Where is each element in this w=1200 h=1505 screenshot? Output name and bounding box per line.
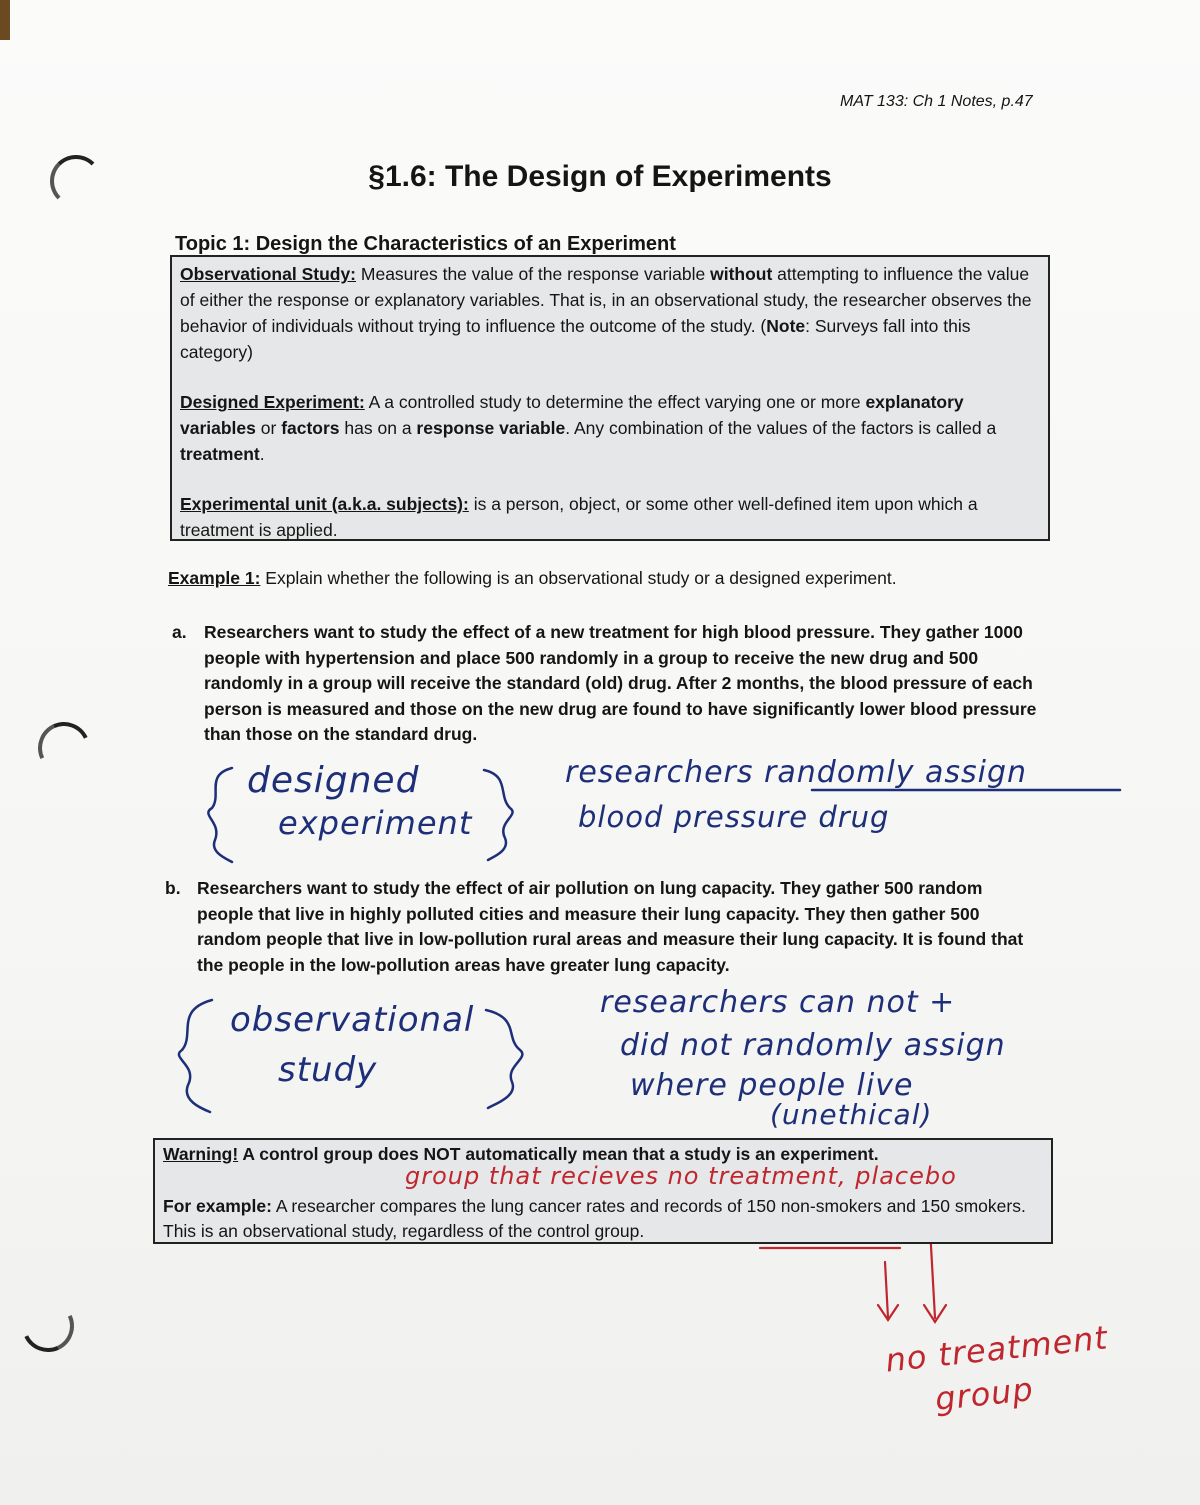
brace-right-a xyxy=(484,770,513,860)
answer-b-line2: study xyxy=(278,1050,378,1090)
warning-line: Warning! A control group does NOT automatically mean that a study is an experiment. xyxy=(163,1144,879,1164)
control-group-note: group that recieves no treatment, placebo xyxy=(405,1162,957,1190)
reason-b-line1: researchers can not + xyxy=(600,985,956,1020)
observational-definition: Observational Study: Measures the value of the response variable without attempting to influence the value of either the response or explanatory variables. That is, in an observational study, the researcher observes the behavior of individuals without trying to influence the outcome of the study. (Note: Surveys fall into this category) xyxy=(180,264,1032,362)
page-title: §1.6: The Design of Experiments xyxy=(368,160,832,193)
reason-a-line2: blood pressure drug xyxy=(578,800,890,834)
brace-right-b xyxy=(486,1010,522,1108)
topic-heading: Topic 1: Design the Characteristics of an Experiment xyxy=(175,233,676,255)
answer-a-line1: designed xyxy=(247,760,420,801)
reason-b-line4: (unethical) xyxy=(770,1098,933,1131)
warning-example: For example: A researcher compares the lung cancer rates and records of 150 non-smokers and 150 smokers. This is an observational study, regardless of the control group. xyxy=(163,1196,1026,1241)
answer-b-line1: observational xyxy=(230,1000,475,1040)
item-a-text: Researchers want to study the effect of a new treatment for high blood pressure. They gather 1000 people with hypertension and place 500 randomly in a group to receive the new drug and 500 randomly in a group will receive the standard (old) drug. After 2 months, the blood pressure of each person is measured and those on the new drug are found to have significantly lower blood pressure than those on the standard drug. xyxy=(204,622,1037,744)
answer-a-line2: experiment xyxy=(278,804,473,842)
brace-left-a xyxy=(208,768,232,862)
example-prompt: Example 1: Explain whether the following is an observational study or a designed experiment. xyxy=(168,568,897,588)
page-reference: MAT 133: Ch 1 Notes, p.47 xyxy=(840,93,1033,110)
warning-box xyxy=(153,1138,1053,1244)
item-b-text: Researchers want to study the effect of air pollution on lung capacity. They gather 500 random people that live in highly polluted cities and measure their lung capacity. They then gather 500 random people that live in low-pollution rural areas and measure their lung capacity. It is found that the people in the low-pollution areas have greater lung capacity. xyxy=(197,878,1024,975)
designed-experiment-definition: Designed Experiment: A a controlled study to determine the effect varying one or more explanatory variables or factors has on a response variable. Any combination of the values of the factors is called a treatment. xyxy=(180,392,997,464)
brace-left-b xyxy=(179,1000,212,1112)
reason-a-line1: researchers randomly assign xyxy=(565,755,1028,790)
item-a-marker: a. xyxy=(172,622,187,642)
item-b-marker: b. xyxy=(165,878,181,898)
no-treatment-line2: group xyxy=(933,1369,1036,1419)
no-treatment-line1: no treatment xyxy=(883,1318,1110,1380)
experimental-unit-definition: Experimental unit (a.k.a. subjects): is a person, object, or some other well-defined item upon which a treatment is applied. xyxy=(180,494,978,540)
reason-b-line2: did not randomly assign xyxy=(620,1028,1006,1063)
reason-b-line3: where people live xyxy=(630,1068,914,1103)
arrow-line-1 xyxy=(885,1262,888,1318)
